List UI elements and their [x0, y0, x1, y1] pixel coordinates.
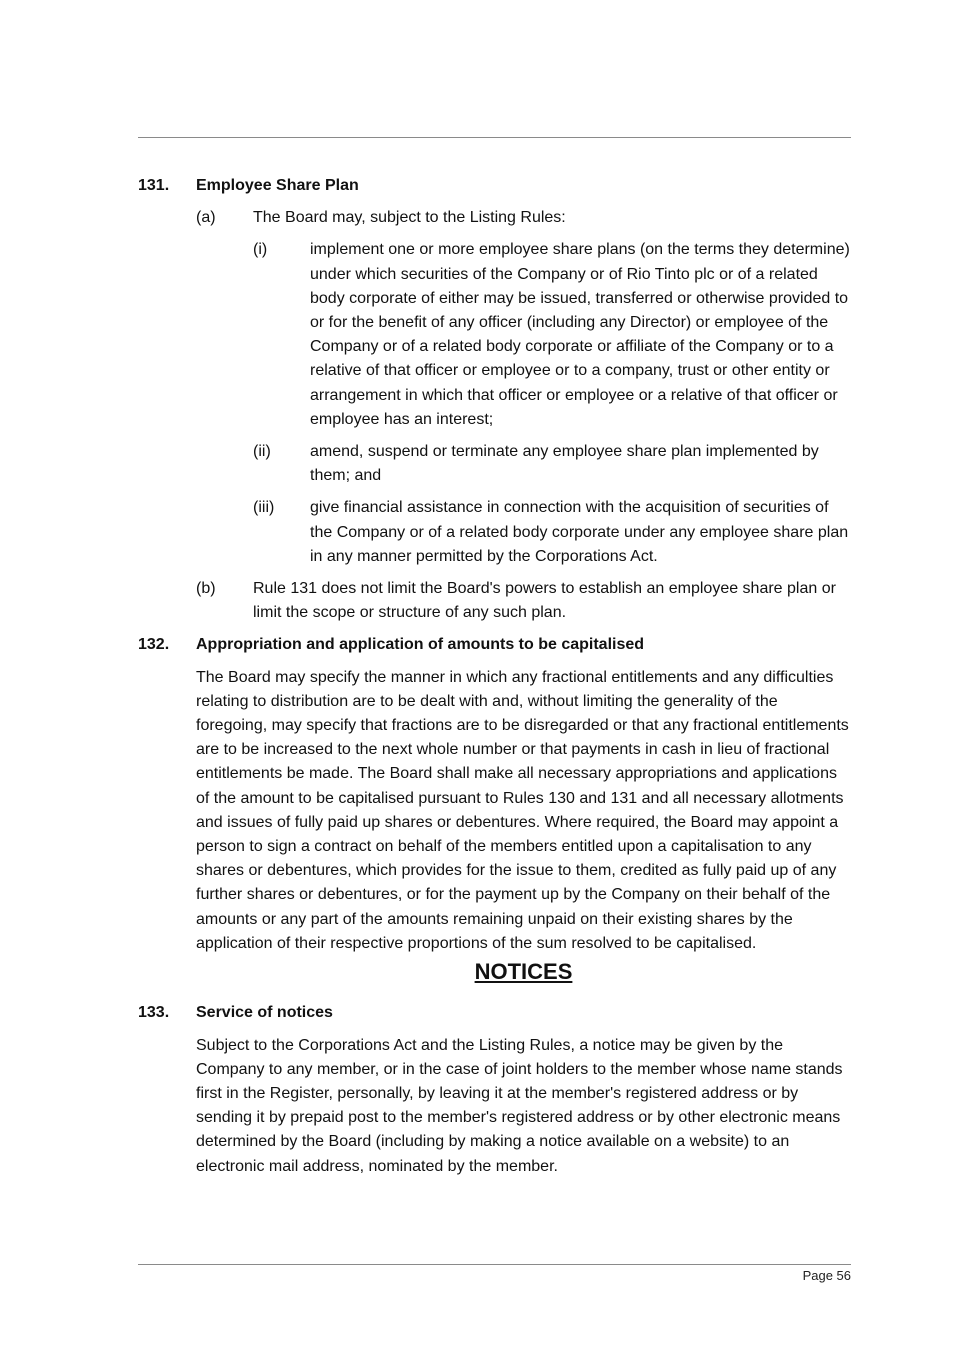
rule-131-b [196, 577, 851, 625]
subclause-label: (ii) [253, 443, 271, 461]
page-number: Page 56 [802, 1268, 851, 1283]
subclause-label: (iii) [253, 499, 275, 517]
document-body [138, 174, 851, 1183]
rule-131-heading [138, 174, 851, 198]
section-heading [196, 960, 851, 987]
rule-131-number: 131. [138, 177, 170, 194]
subclause-text: amend, suspend or terminate any employee share plan implemented by them; and [310, 443, 819, 485]
rule-132-number: 132. [138, 636, 170, 654]
rule-131-a-ii [253, 440, 851, 488]
clause-text: The Board may, subject to the Listing Rules: [253, 209, 566, 227]
subclause-label: (i) [253, 241, 268, 259]
rule-133-heading [138, 1001, 851, 1025]
subclause-text: implement one or more employee share plans (on the terms they determine) under which securities of the Company or of Rio Tinto plc or of a related body corporate of either may be issued, transferred or otherwise provided to or for the benefit of any officer (including any Director) or employee of the Company or of a related body corporate or affiliate of the Company or to a relative of that officer or employee or to a company, trust or other entity or arrangement in which that officer or employee or a relative of that officer or employee has an interest; [310, 241, 850, 428]
header-divider [138, 137, 851, 138]
clause-label: (b) [196, 580, 216, 598]
rule-131-a-iii [253, 496, 851, 569]
rule-132-paragraph: The Board may specify the manner in which any fractional entitlements and any difficulties relating to distribution are to be dealt with and, without limiting the generality of the foregoing, may specify that fractions are to be disregarded or that any fractional entitlements are to be increased to the next whole number or that payments in cash in lieu of fractional entitlements be made. The Board shall make all necessary appropriations and applications of the amount to be capitalised pursuant to Rules 130 and 131 and all necessary allotments and issues of fully paid up shares or debentures. Where required, the Board may appoint a person to sign a contract on behalf of the members entitled upon a capitalisation to any shares or debentures, which provides for the issue to them, credited as fully paid up of any further shares or debentures, or for the payment up by the Company on their behalf of the amounts or any part of the amounts remaining unpaid on their existing shares by the application of their respective proportions of the sum resolved to be capitalised. [196, 668, 849, 952]
clause-label: (a) [196, 209, 216, 227]
clause-text: Rule 131 does not limit the Board's powers to establish an employee share plan or limit the scope or structure of any such plan. [253, 580, 836, 622]
subclause-text: give financial assistance in connection with the acquisition of securities of the Company or of a related body corporate under any employee share plan in any manner permitted by the Corporations Act. [310, 499, 849, 565]
rule-131-title: Employee Share Plan [196, 177, 359, 194]
section-title: NOTICES [474, 959, 573, 985]
rule-131-a-i [253, 238, 851, 432]
rule-133-number: 133. [138, 1004, 170, 1022]
rule-132-heading [138, 633, 851, 657]
rule-133-paragraph: Subject to the Corporations Act and the Listing Rules, a notice may be given by the Company to any member, or in the case of joint holders to the member whose name stands first in the Register, personally, by leaving it at the member's registered address or by sending it by prepaid post to the member's registered address or by other electronic means determined by the Board (including by making a notice available on a website) to an electronic mail address, nominated by the member. [196, 1036, 843, 1175]
rule-131-a [196, 206, 851, 230]
rule-132-title: Appropriation and application of amounts to be capitalised [196, 636, 645, 654]
rule-133-title: Service of notices [196, 1004, 333, 1022]
footer-divider [138, 1264, 851, 1265]
